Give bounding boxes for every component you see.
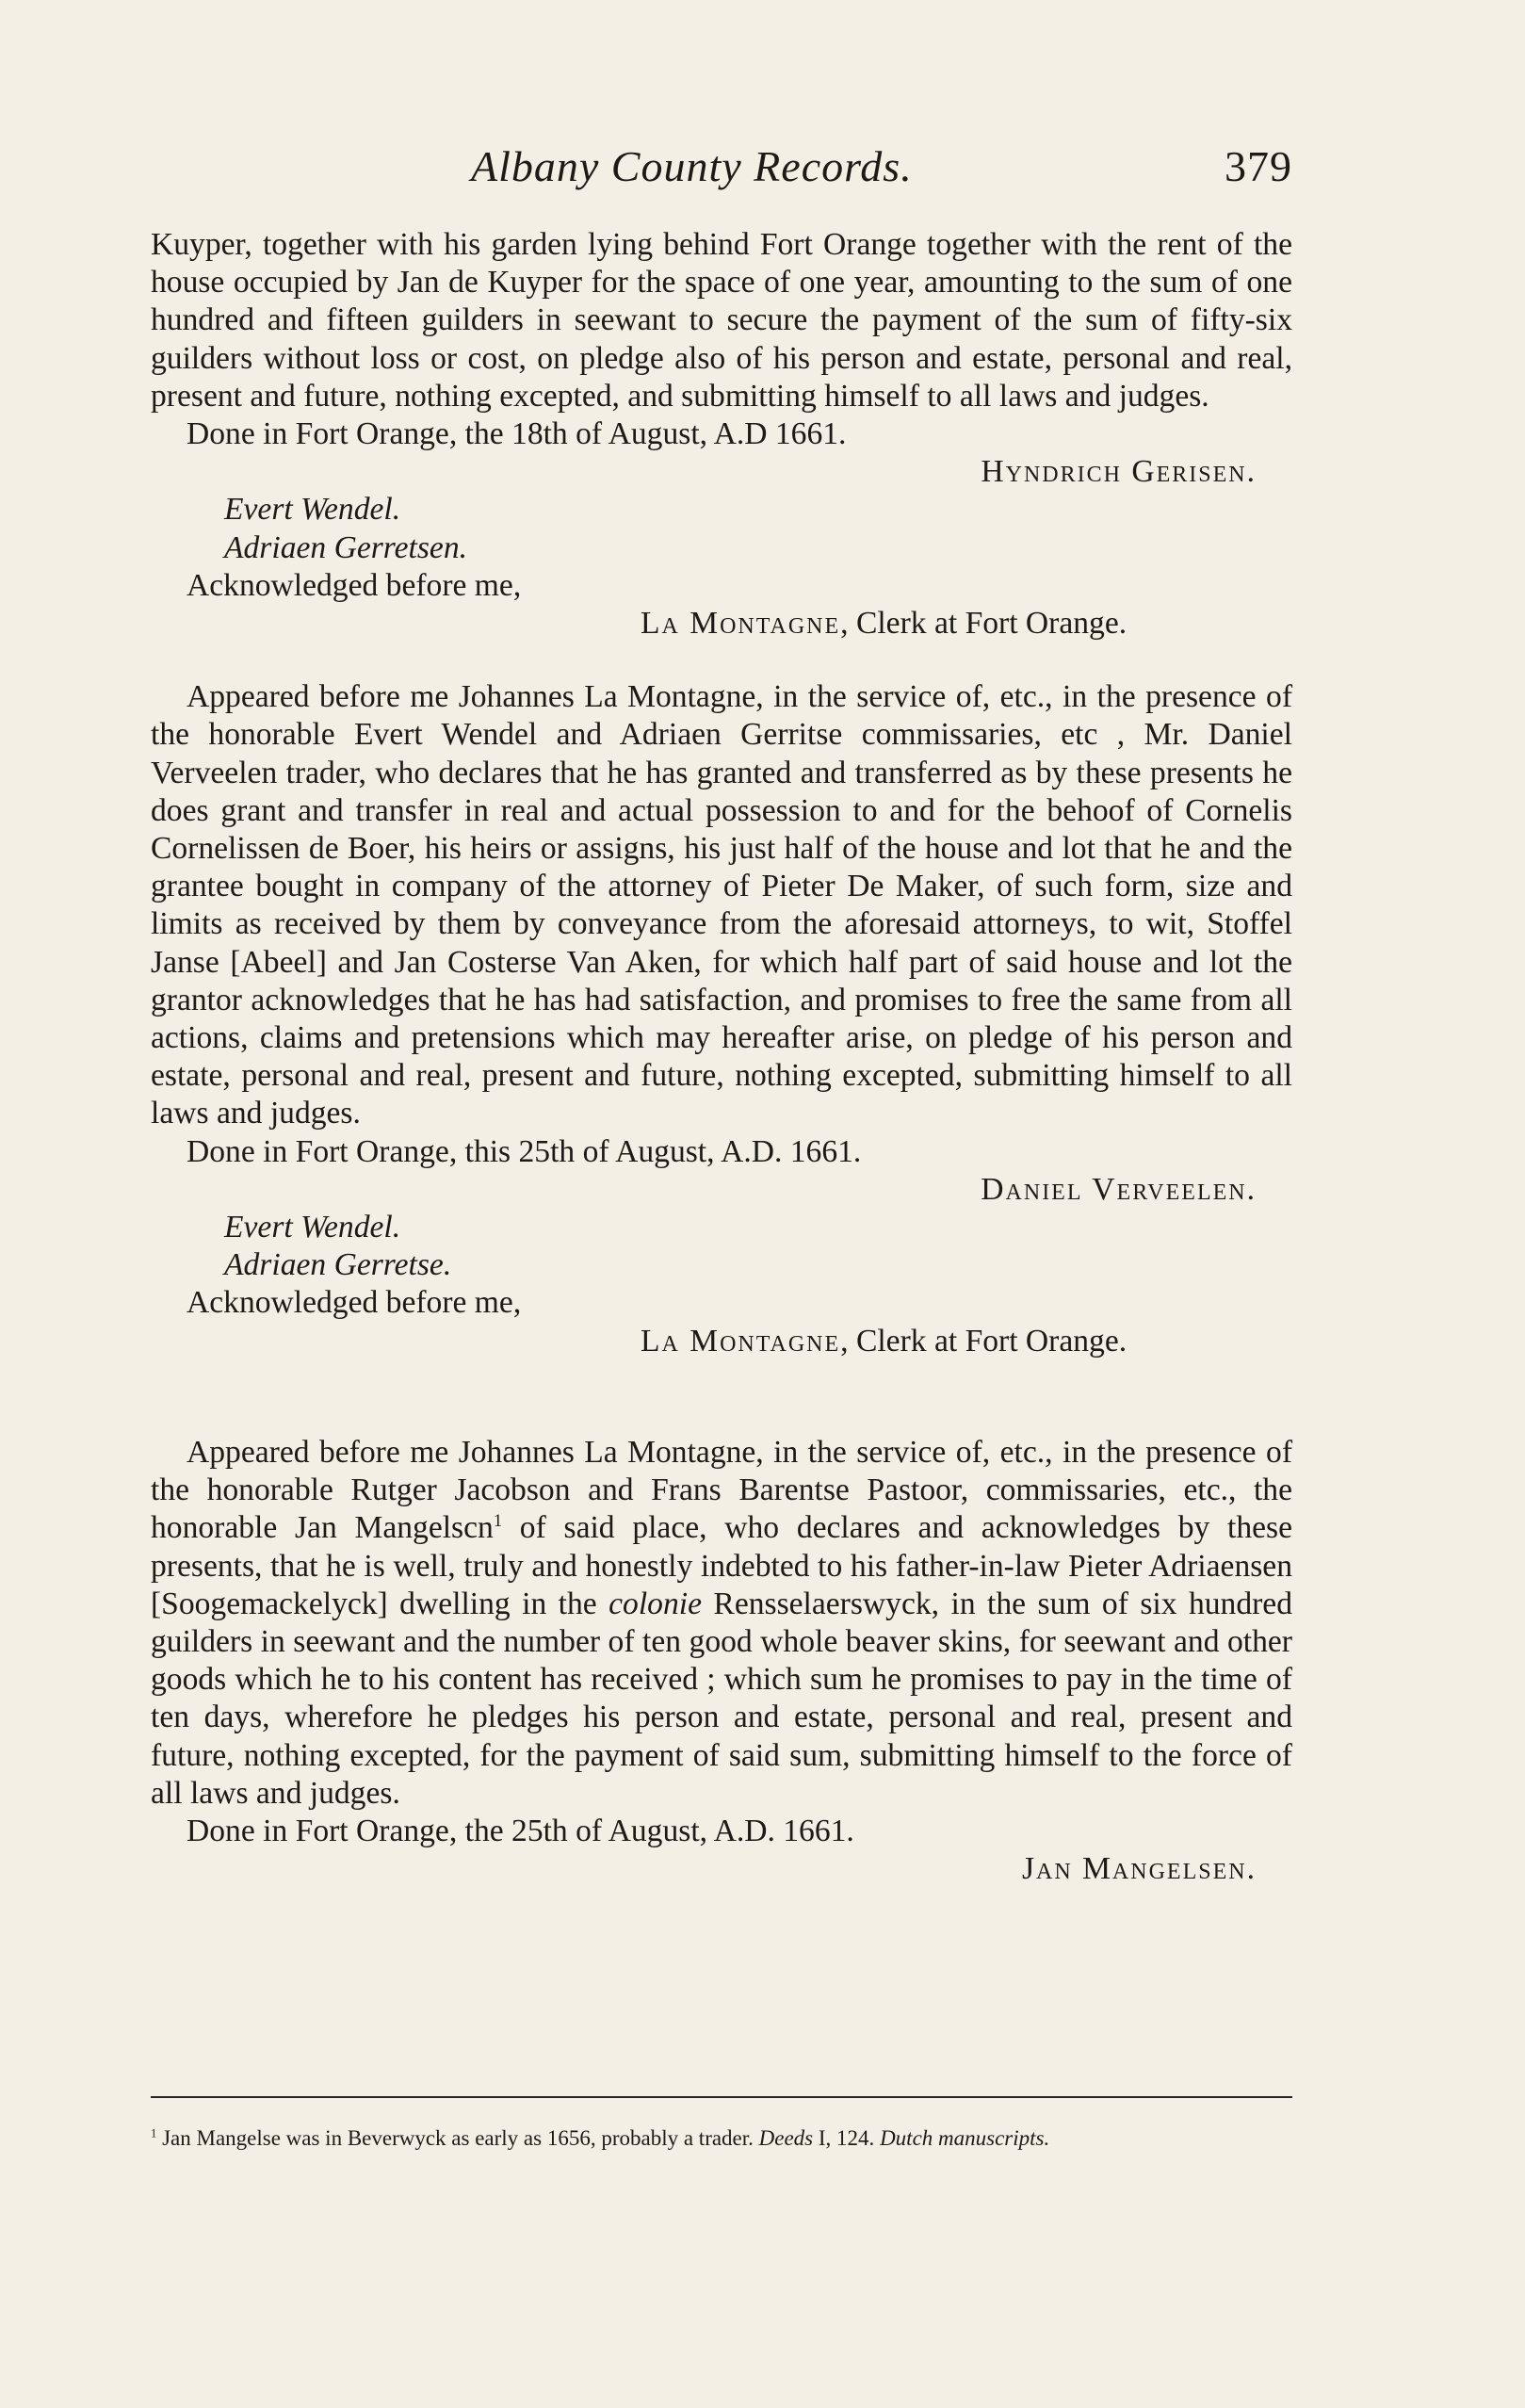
footnote-text: Jan Mangelse was in Beverwyck as early as 1656, probably a trader. [156, 2126, 759, 2150]
entry1-clerk-line [151, 605, 1292, 643]
entry1-acknowledged: Acknowledged before me, [187, 567, 522, 603]
entry1-body: Kuyper, together with his garden lying behind Fort Orange together with the rent of the house occupied by Jan de Kuyper for the space of one year, amounting to the sum of one hundred and fifteen guilders in seewant to secure the payment of the sum of fifty-six guilders without loss or cost, on pledge also of his person and estate, personal and real, present and future, nothing excepted, and submitting himself to all laws and judges. [151, 227, 1292, 414]
entry2-done-line: Done in Fort Orange, this 25th of August, A.D. 1661. [187, 1133, 862, 1169]
entry3-signature: Jan Mangelsen. [1021, 1851, 1257, 1887]
footnote-source: Dutch manuscripts. [880, 2126, 1050, 2150]
entry1-clerk-name: La Montagne [641, 606, 841, 642]
running-title: Albany County Records. [471, 142, 913, 190]
page-header [151, 141, 1292, 198]
footnote-marker: 1 [151, 2126, 157, 2140]
footnote-reference: 1 [493, 1511, 503, 1531]
entry3-body-part-c: Rensselaerswyck, in the sum of six hundred guilders in seewant and the number of ten good whole beaver skins, for seewant and other goods which he to his content has received ; which sum he promises to pay in the time of ten days, wherefore he pledges his person and estate, personal and real, present and future, nothing excepted, for the payment of said sum, submitting himself to the force of all laws and judges. [151, 1586, 1292, 1811]
entry2-acknowledged: Acknowledged before me, [187, 1285, 522, 1321]
entry1-done-line: Done in Fort Orange, the 18th of August, A.D 1661. [187, 416, 847, 452]
entry2-witness-2: Adriaen Gerretse. [224, 1247, 452, 1283]
entry3-body-italic: colonie [608, 1586, 702, 1621]
page-number: 379 [1225, 142, 1292, 190]
entry3-done-line: Done in Fort Orange, the 25th of August, A.D. 1661. [187, 1813, 854, 1848]
entry3-body [151, 1434, 1292, 1813]
spacer [151, 643, 1292, 678]
entry1-signature: Hyndrich Gerisen. [981, 454, 1257, 490]
entry3-body-part-b: of said place, who declares and acknowledges by these presents, that he is well, truly and honestly indebted to his father-in-law Pieter Adriaensen [Soogemackelyck] dwelling in the [151, 1510, 1292, 1621]
entry1-witness-1: Evert Wendel. [224, 492, 401, 528]
entry2-body: Appeared before me Johannes La Montagne, in the service of, etc., in the presence of the honorable Evert Wendel and Adriaen Gerritse commissaries, etc , Mr. Daniel Verveelen trader, who declares that he has granted and transferred as by these presents he does grant and transfer in real and actual possession to and for the behoof of Cornelis Cornelissen de Boer, his heirs or assigns, his just half of the house and lot that he and the grantee bought in company of the attorney of Pieter De Maker, of such form, size and limits as received by them by conveyance from the aforesaid attorneys, to wit, Stoffel Janse [Abeel] and Jan Costerse Van Aken, for which half part of said house and lot the grantor acknowledges that he has had satisfaction, and promises to free the same from all actions, claims and pretensions which may hereafter arise, on pledge of his person and estate, personal and real, present and future, nothing excepted, submitting himself to all laws and judges. [151, 679, 1292, 1131]
entry2-clerk-line [151, 1323, 1292, 1360]
main-text [151, 226, 1292, 1888]
footnote [151, 2124, 1292, 2152]
entry2-witness-1: Evert Wendel. [224, 1210, 401, 1245]
entry3-body-part-a: Appeared before me Johannes La Montagne, in the service of, etc., in the presence of the honorable Rutger Jacobson and Frans Barentse Pastoor, commissaries, etc., the honorable Jan Mangelscn [151, 1434, 1292, 1546]
entry2-clerk-title: , Clerk at Fort Orange. [840, 1323, 1128, 1359]
footnote-divider [151, 2096, 1292, 2098]
spacer [151, 1360, 1292, 1434]
entry1-clerk-title: , Clerk at Fort Orange. [840, 606, 1128, 642]
footnote-cite-ref: I, 124. [813, 2126, 881, 2150]
footnote-cite: Deeds [758, 2126, 814, 2150]
entry2-signature: Daniel Verveelen. [981, 1171, 1257, 1207]
entry1-witness-2: Adriaen Gerretsen. [224, 529, 468, 565]
entry2-clerk-name: La Montagne [641, 1323, 841, 1359]
